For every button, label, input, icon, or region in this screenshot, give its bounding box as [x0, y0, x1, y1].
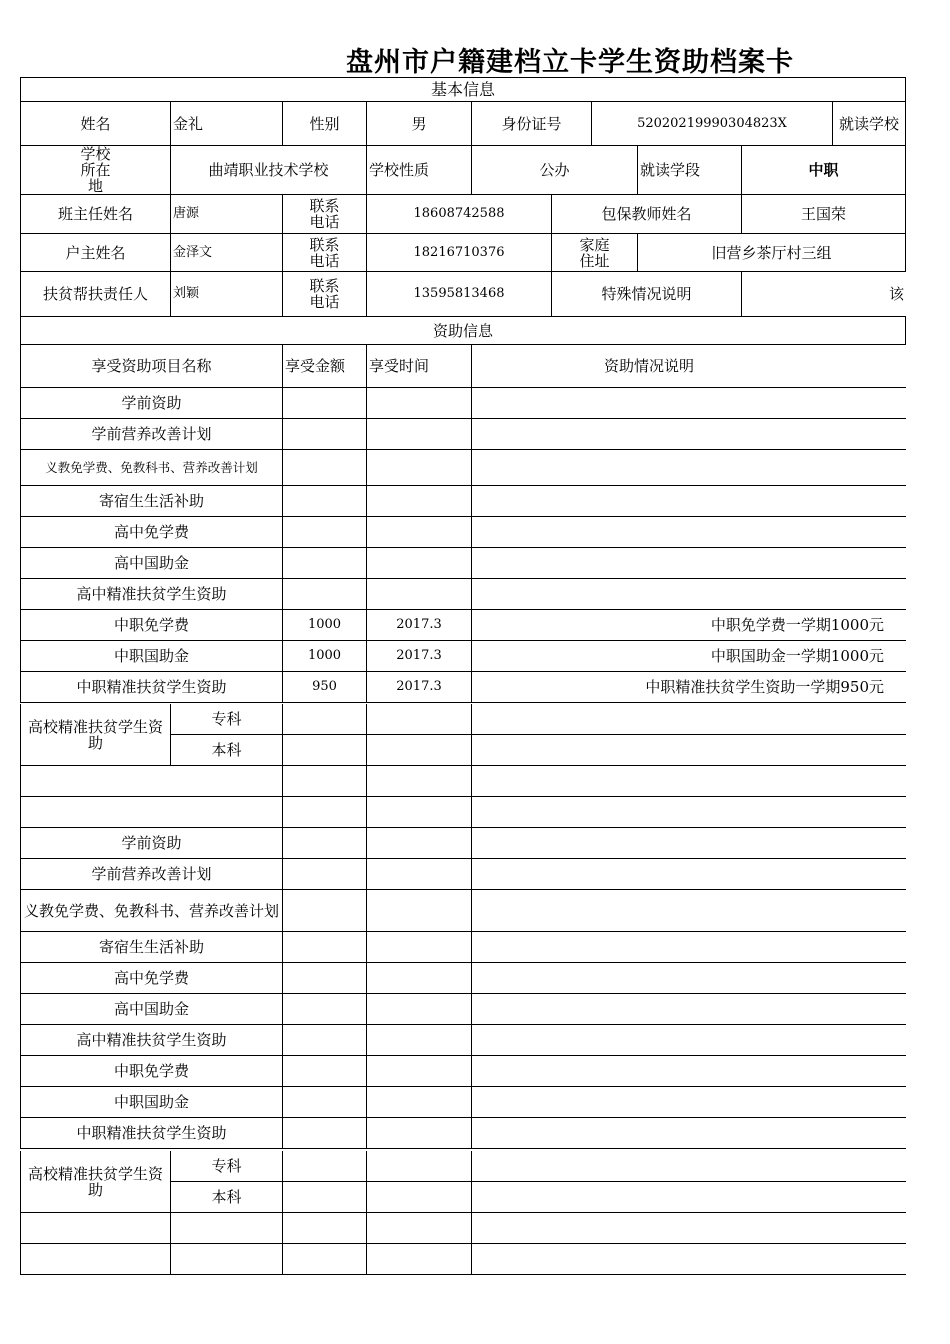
- blank-row-1-name: [20, 766, 283, 797]
- aid-item-amount-2: [283, 1118, 367, 1149]
- aid-item-amount: 1000: [283, 610, 367, 641]
- teacher-phone-label: [283, 195, 367, 234]
- college2-zhuanke-desc: [472, 1151, 906, 1182]
- aid-item-desc: [472, 419, 906, 450]
- blank-row-2-time: [367, 797, 472, 828]
- helper-phone-value: 13595813468: [367, 272, 552, 317]
- aid-item-desc: 中职国助金一学期1000元: [472, 641, 906, 672]
- aid-item-time: [367, 450, 472, 486]
- aid-item-name: 高中免学费: [20, 517, 283, 548]
- aid-item-amount: 1000: [283, 641, 367, 672]
- school-type-label: 学校性质: [367, 146, 472, 195]
- aid-item-time: [367, 548, 472, 579]
- aid-item-time-2: [367, 1087, 472, 1118]
- aid-item-time-2: [367, 1118, 472, 1149]
- school-label: 就读学校: [833, 102, 906, 146]
- college-sub-benke-2: 本科: [171, 1182, 283, 1213]
- college2-zhuanke-amount: [283, 1151, 367, 1182]
- aid-item-name-2: 高中国助金: [20, 994, 283, 1025]
- gender-value: 男: [367, 102, 472, 146]
- aid-item-name: 中职精准扶贫学生资助: [20, 672, 283, 703]
- gender-label: 性别: [283, 102, 367, 146]
- aid-item-time-2: [367, 1025, 472, 1056]
- name-label: 姓名: [20, 102, 171, 146]
- aid-item-amount-2: [283, 963, 367, 994]
- aid-item-desc-2: [472, 1056, 906, 1087]
- aid-item-time-2: [367, 963, 472, 994]
- id-value: 52020219990304823X: [592, 102, 833, 146]
- aid-item-name-2: 高中精准扶贫学生资助: [20, 1025, 283, 1056]
- aid-item-amount: 950: [283, 672, 367, 703]
- college-aid-label-2: 高校精准扶贫学生资助: [20, 1151, 171, 1213]
- teacher-phone-value: 18608742588: [367, 195, 552, 234]
- end-row-1-b: [171, 1213, 283, 1244]
- aid-item-desc: [472, 450, 906, 486]
- aid-item-name-2: 寄宿生生活补助: [20, 932, 283, 963]
- aid-item-amount-2: [283, 859, 367, 890]
- aid-item-desc: [472, 517, 906, 548]
- aid-item-time: [367, 419, 472, 450]
- id-label: 身份证号: [472, 102, 592, 146]
- householder-phone-label: [283, 234, 367, 272]
- end-row-2-desc: [472, 1244, 906, 1275]
- aid-item-desc-2: [472, 932, 906, 963]
- aid-item-desc-2: [472, 1087, 906, 1118]
- mentor-label: 包保教师姓名: [552, 195, 742, 234]
- aid-item-amount: [283, 548, 367, 579]
- college-zhuanke-amount: [283, 704, 367, 735]
- aid-item-amount-2: [283, 994, 367, 1025]
- address-value: 旧营乡茶厅村三组: [638, 234, 906, 272]
- mentor-value: 王国荣: [742, 195, 906, 234]
- aid-item-desc: [472, 579, 906, 610]
- aid-item-amount: [283, 517, 367, 548]
- end-row-1-time: [367, 1213, 472, 1244]
- teacher-value: 唐源: [171, 195, 283, 234]
- col-name-header: 享受资助项目名称: [20, 345, 283, 388]
- aid-item-desc-2: [472, 994, 906, 1025]
- special-value: 该: [742, 272, 906, 317]
- col-desc-header: 资助情况说明: [472, 345, 906, 388]
- aid-item-desc: [472, 548, 906, 579]
- aid-item-amount: [283, 579, 367, 610]
- college-sub-benke: 本科: [171, 735, 283, 766]
- aid-item-name: 中职国助金: [20, 641, 283, 672]
- blank-row-1-time: [367, 766, 472, 797]
- teacher-phone-label-text: 联系电话: [309, 197, 340, 231]
- aid-item-desc: [472, 388, 906, 419]
- aid-item-name-2: 学前营养改善计划: [20, 859, 283, 890]
- college-aid-label: 高校精准扶贫学生资助: [20, 704, 171, 766]
- end-row-2-a: [20, 1244, 171, 1275]
- aid-item-time: [367, 388, 472, 419]
- aid-item-time: 2017.3: [367, 672, 472, 703]
- aid-item-amount: [283, 388, 367, 419]
- aid-item-desc-2: [472, 1118, 906, 1149]
- aid-info-header: 资助信息: [20, 317, 906, 345]
- aid-item-name-2: 中职国助金: [20, 1087, 283, 1118]
- aid-item-name-2: 中职精准扶贫学生资助: [20, 1118, 283, 1149]
- college-benke-time: [367, 735, 472, 766]
- page-title: 盘州市户籍建档立卡学生资助档案卡: [346, 47, 794, 78]
- college2-benke-amount: [283, 1182, 367, 1213]
- school-type-value: 公办: [472, 146, 638, 195]
- college-sub-zhuanke-2: 专科: [171, 1151, 283, 1182]
- blank-row-1-desc: [472, 766, 906, 797]
- college-sub-zhuanke: 专科: [171, 704, 283, 735]
- school-location-label-text: 学校所在地: [80, 146, 111, 195]
- archive-card-table: [20, 77, 906, 1277]
- aid-item-name: 高中精准扶贫学生资助: [20, 579, 283, 610]
- aid-item-name: 高中国助金: [20, 548, 283, 579]
- aid-item-desc: 中职免学费一学期1000元: [472, 610, 906, 641]
- aid-item-amount-2: [283, 1087, 367, 1118]
- aid-item-time: 2017.3: [367, 610, 472, 641]
- college2-benke-time: [367, 1182, 472, 1213]
- aid-item-amount: [283, 450, 367, 486]
- aid-item-name-2: 义教免学费、免教科书、营养改善计划: [20, 890, 283, 932]
- aid-item-name: 学前营养改善计划: [20, 419, 283, 450]
- aid-item-time-2: [367, 932, 472, 963]
- aid-item-time-2: [367, 994, 472, 1025]
- aid-item-time: [367, 517, 472, 548]
- stage-label: 就读学段: [638, 146, 742, 195]
- special-label: 特殊情况说明: [552, 272, 742, 317]
- aid-item-desc-2: [472, 828, 906, 859]
- aid-item-time: 2017.3: [367, 641, 472, 672]
- helper-phone-label: [283, 272, 367, 317]
- aid-item-time-2: [367, 859, 472, 890]
- school-location-value: 曲靖职业技术学校: [171, 146, 367, 195]
- aid-item-desc-2: [472, 859, 906, 890]
- end-row-2-b: [171, 1244, 283, 1275]
- aid-item-desc: 中职精准扶贫学生资助一学期950元: [472, 672, 906, 703]
- aid-item-amount-2: [283, 1025, 367, 1056]
- end-row-2-amount: [283, 1244, 367, 1275]
- college-zhuanke-desc: [472, 704, 906, 735]
- aid-item-name: 寄宿生生活补助: [20, 486, 283, 517]
- aid-item-time-2: [367, 890, 472, 932]
- end-row-1-desc: [472, 1213, 906, 1244]
- blank-row-2-amount: [283, 797, 367, 828]
- aid-item-desc-2: [472, 1025, 906, 1056]
- college2-benke-desc: [472, 1182, 906, 1213]
- helper-phone-label-text: 联系电话: [309, 277, 340, 311]
- aid-item-desc-2: [472, 890, 906, 932]
- aid-item-time-2: [367, 1056, 472, 1087]
- aid-item-amount: [283, 486, 367, 517]
- aid-item-desc: [472, 486, 906, 517]
- aid-item-time: [367, 486, 472, 517]
- end-row-2-time: [367, 1244, 472, 1275]
- aid-item-amount-2: [283, 890, 367, 932]
- college-zhuanke-time: [367, 704, 472, 735]
- aid-item-amount-2: [283, 1056, 367, 1087]
- col-amount-header: 享受金额: [283, 345, 367, 388]
- householder-phone-value: 18216710376: [367, 234, 552, 272]
- end-row-1-a: [20, 1213, 171, 1244]
- helper-label: 扶贫帮扶责任人: [20, 272, 171, 317]
- basic-info-header: 基本信息: [20, 77, 906, 102]
- aid-item-amount: [283, 419, 367, 450]
- aid-item-desc-2: [472, 963, 906, 994]
- aid-item-amount-2: [283, 932, 367, 963]
- aid-item-name: 义教免学费、免教科书、营养改善计划: [20, 450, 283, 486]
- school-location-label: [20, 146, 171, 195]
- college-benke-amount: [283, 735, 367, 766]
- aid-item-amount-2: [283, 828, 367, 859]
- end-row-1-amount: [283, 1213, 367, 1244]
- col-time-header: 享受时间: [367, 345, 472, 388]
- blank-row-2-name: [20, 797, 283, 828]
- aid-item-name: 中职免学费: [20, 610, 283, 641]
- teacher-label: 班主任姓名: [20, 195, 171, 234]
- address-label-text: 家庭住址: [579, 235, 610, 270]
- address-label: [552, 234, 638, 272]
- aid-item-time: [367, 579, 472, 610]
- householder-phone-label-text: 联系电话: [309, 235, 340, 270]
- aid-item-name-2: 高中免学费: [20, 963, 283, 994]
- college2-zhuanke-time: [367, 1151, 472, 1182]
- blank-row-1-amount: [283, 766, 367, 797]
- householder-label: 户主姓名: [20, 234, 171, 272]
- aid-item-time-2: [367, 828, 472, 859]
- aid-item-name-2: 学前资助: [20, 828, 283, 859]
- aid-item-name-2: 中职免学费: [20, 1056, 283, 1087]
- aid-item-name: 学前资助: [20, 388, 283, 419]
- name-value: 金礼: [171, 102, 283, 146]
- blank-row-2-desc: [472, 797, 906, 828]
- helper-value: 刘颖: [171, 272, 283, 317]
- householder-value: 金泽文: [171, 234, 283, 272]
- stage-value: 中职: [742, 146, 906, 195]
- college-benke-desc: [472, 735, 906, 766]
